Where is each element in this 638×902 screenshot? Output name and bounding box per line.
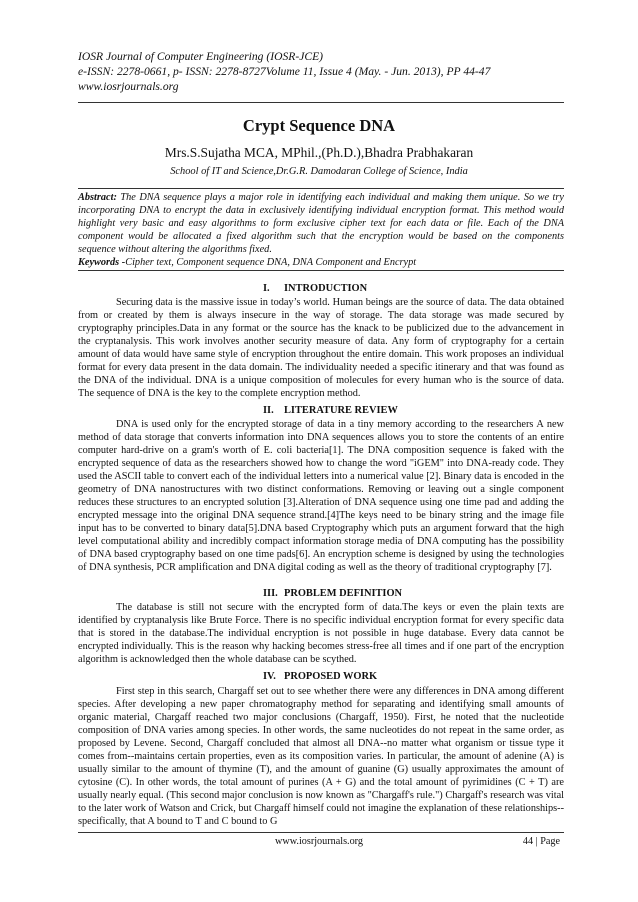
section-title: INTRODUCTION <box>284 283 368 294</box>
journal-name: IOSR Journal of Computer Engineering (IOSR-JCE) <box>78 50 324 63</box>
section-title: PROPOSED WORK <box>284 671 378 682</box>
section-body-problem-definition: The database is still not secure with the encrypted form of data.The keys or even the plain texts are identified by cryptanalysis like Brute Force. There is no specific individual encryption format for every specific data that is stored in the database.The individual encryption is not possible in huge database. Every data cannot be encrypted individually. This is the reason why hacking becomes stress-free all times and if one part of the encryption algorithm is acknowledged then the whole database can be scythed. <box>78 602 564 665</box>
keywords-label: Keywords - <box>78 256 126 268</box>
abstract-top-rule <box>78 188 564 189</box>
section-body-introduction: Securing data is the massive issue in today’s world. Human beings are the source of data. The data obtained from or created by them is always insecure in the way of storage. The data storage was made secured by cryptography principles.Data in any format or the source has the knack to be publicized due to the advancement in the cryptanalysis. This work involves another security measure of data. Any form of cryptography for a certain amount of data would have same style of encryption throughout the entire domain. This work proposes an individual format for every data present in the data domain. The individuality needed a specific itinerary and that was found as the DNA of the individual. DNA is a unique composition of molecules for every human who is the source of data. The sequence of DNA is the key to the complete encryption method. <box>78 297 564 399</box>
section-title: PROBLEM DEFINITION <box>284 588 403 599</box>
section-number: I. <box>263 283 270 294</box>
footer-rule <box>78 832 564 833</box>
section-title: LITERATURE REVIEW <box>284 405 398 416</box>
section-body-literature-review: DNA is used only for the encrypted storage of data in a tiny memory according to the researchers A new method of data storage that converts information into DNA sequences allows you to store the contents of an entire computer hard-drive on a gram's worth of E. coli bacteria[1]. The DNA composition sequence is faked with the encrypted sequence of data as the researchers showed how to change the word "iGEM" into DNA-ready code. They used the ASCII table to convert each of the individual letters into a numerical value [2]. Binary data is encoded in the geometry of DNA nanostructures with two distinct conformations. Removing or leaving out a single component reduces these structures to an encrypted solution [3].Alteration of DNA sequence using one time pad and adding the encrypted message into the original DNA sequence strand.[4]The keys need to be binary string and the image file input has to be converted to binary data[5].DNA based Cryptography which puts an argument forward that the high level computational ability and incredibly compact information storage media of DNA computing has the possibility of DNA based cryptography based on one time pads[6]. An encryption scheme is designed by using the technologies of DNA synthesis, PCR amplification and DNA digital coding as well as the theory of traditional cryptography [7]. <box>78 419 564 573</box>
section-number: II. <box>263 405 274 416</box>
abstract-label: Abstract: <box>78 192 117 203</box>
abstract-block <box>78 192 564 269</box>
abstract-bottom-rule <box>78 270 564 271</box>
journal-website: www.iosrjournals.org <box>78 80 179 93</box>
journal-issn: e-ISSN: 2278-0661, p- ISSN: 2278-8727Volume 11, Issue 4 (May. - Jun. 2013), PP 44-47 <box>78 65 491 78</box>
section-number: IV. <box>263 671 276 682</box>
paper-title: Crypt Sequence DNA <box>242 116 396 135</box>
footer-website: www.iosrjournals.org <box>274 836 363 847</box>
abstract-text: The DNA sequence plays a major role in identifying each individual and making them unique. So we try incorporating DNA to encrypt the data in exclusively identifying individual encryption format. This method would highlight very basic and easy algorithms to form exclusive cipher text for each data or file. Each of the DNA component would be allocated a fixed algorithm such that the encryption would be based on the components sequence without altering the algorithms fixed. <box>78 192 564 255</box>
section-body-proposed-work: First step in this search, Chargaff set out to see whether there were any differences in DNA among different species. After developing a new paper chromatography method for separating and identifying small amounts of organic material, Chargaff reached two major conclusions (Chargaff, 1950). First, he noted that the nucleotide composition of DNA varies among species. In other words, the same nucleotides do not repeat in the same order, as proposed by Levene. Second, Chargaff concluded that almost all DNA--no matter what organism or tissue type it comes from--maintains certain properties, even as its composition varies. In particular, the amount of adenine (A) is usually similar to the amount of thymine (T), and the amount of guanine (G) usually approximates the amount of cytosine (C). In other words, the total amount of purines (A + G) and the total amount of pyrimidines (C + T) are usually nearly equal. (This second major conclusion is now known as "Chargaff's rule.") Chargaff's research was vital to the later work of Watson and Crick, but Chargaff himself could not imagine the explanation of these relationships--specifically, that A bound to T and C bound to G <box>78 686 564 827</box>
footer-page-number: 44 | Page <box>522 836 560 847</box>
keywords-text: Cipher text, Component sequence DNA, DNA Component and Encrypt <box>125 256 417 268</box>
header-rule <box>78 102 564 103</box>
journal-header <box>78 49 568 94</box>
paper-affiliation: School of IT and Science,Dr.G.R. Damodaran College of Science, India <box>170 166 468 177</box>
paper-authors: Mrs.S.Sujatha MCA, MPhil.,(Ph.D.),Bhadra Prabhakaran <box>164 145 474 160</box>
section-number: III. <box>263 588 278 599</box>
